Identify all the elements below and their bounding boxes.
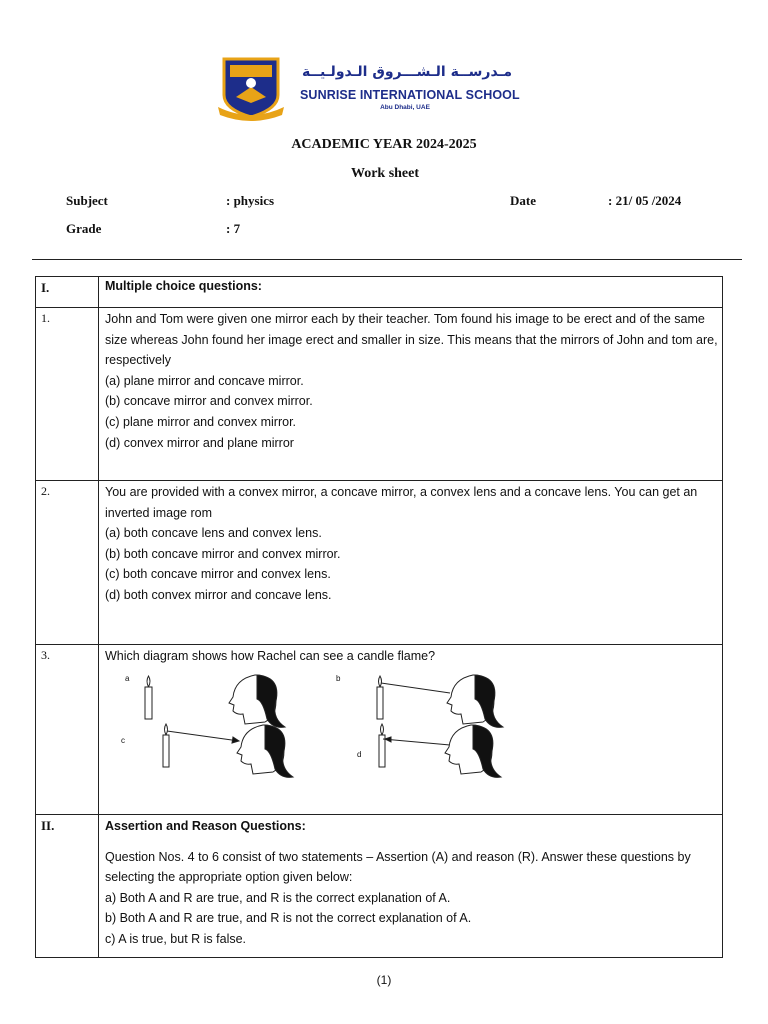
school-name-arabic: مـدرســة الـشـــروق الـدولـيــة (302, 64, 512, 80)
option: (b) concave mirror and convex mirror. (105, 394, 313, 409)
diagram-label-b: b (336, 673, 341, 683)
question-body (99, 481, 723, 645)
grade-label: Grade (66, 221, 102, 236)
question-row (36, 308, 723, 481)
diagram-label-a: a (125, 673, 130, 683)
date-label: Date (510, 193, 536, 208)
question-body (99, 645, 723, 815)
diagram-label-d: d (357, 749, 362, 759)
question-stem: John and Tom were given one mirror each by their teacher. Tom found his image to be erect and of the same size whereas John found her image erect and smaller in size. This means that the mirrors of John and tom are, respectively (105, 312, 718, 368)
grade-value: : 7 (226, 221, 241, 236)
section-body (99, 815, 723, 958)
question-row (36, 481, 723, 645)
option: (d) convex mirror and plane mirror (105, 435, 294, 450)
question-number: 3. (36, 645, 99, 815)
academic-year: ACADEMIC YEAR 2024-2025 (291, 137, 477, 152)
question-row (36, 645, 723, 815)
date-value: : 21/ 05 /2024 (608, 193, 682, 208)
question-stem: Which diagram shows how Rachel can see a candle flame? (105, 649, 436, 663)
option: (a) plane mirror and concave mirror. (105, 373, 304, 388)
page-number: (1) (376, 973, 392, 987)
section-intro: Question Nos. 4 to 6 consist of two statements – Assertion (A) and reason (R). Answer these questions by selecting the appropriate option given below: (105, 849, 691, 885)
section-row (36, 277, 723, 308)
question-table (35, 276, 723, 958)
option: (c) plane mirror and convex mirror. (105, 414, 297, 429)
subject-value: : physics (226, 193, 275, 208)
school-logo (216, 57, 286, 121)
section-title: Multiple choice questions: (99, 277, 723, 308)
question-body (99, 308, 723, 481)
school-name-english: SUNRISE INTERNATIONAL SCHOOL (300, 88, 520, 102)
option: (d) both convex mirror and concave lens. (105, 587, 332, 602)
header-divider (32, 259, 742, 260)
option: (b) both concave mirror and convex mirror. (105, 546, 341, 561)
option: c) A is true, but R is false. (105, 931, 247, 946)
candle-diagram (105, 667, 705, 787)
section-number: II. (36, 815, 99, 958)
subject-label: Subject (66, 193, 108, 208)
option: (a) both concave lens and convex lens. (105, 526, 322, 541)
diagram-label-c: c (121, 735, 125, 745)
question-number: 1. (36, 308, 99, 481)
diagram-figure (105, 667, 705, 787)
section-row (36, 815, 723, 958)
doc-title: Work sheet (350, 166, 420, 181)
option: a) Both A and R are true, and R is the correct explanation of A. (105, 890, 451, 905)
question-stem: You are provided with a convex mirror, a concave mirror, a convex lens and a concave lens. You can get an inverted image rom (105, 485, 698, 520)
section-number: I. (36, 277, 99, 308)
school-location: Abu Dhabi, UAE (380, 104, 430, 111)
option: b) Both A and R are true, and R is not the correct explanation of A. (105, 911, 472, 926)
section-title: Assertion and Reason Questions: (105, 819, 306, 833)
option: (c) both concave mirror and convex lens. (105, 567, 331, 582)
question-number: 2. (36, 481, 99, 645)
